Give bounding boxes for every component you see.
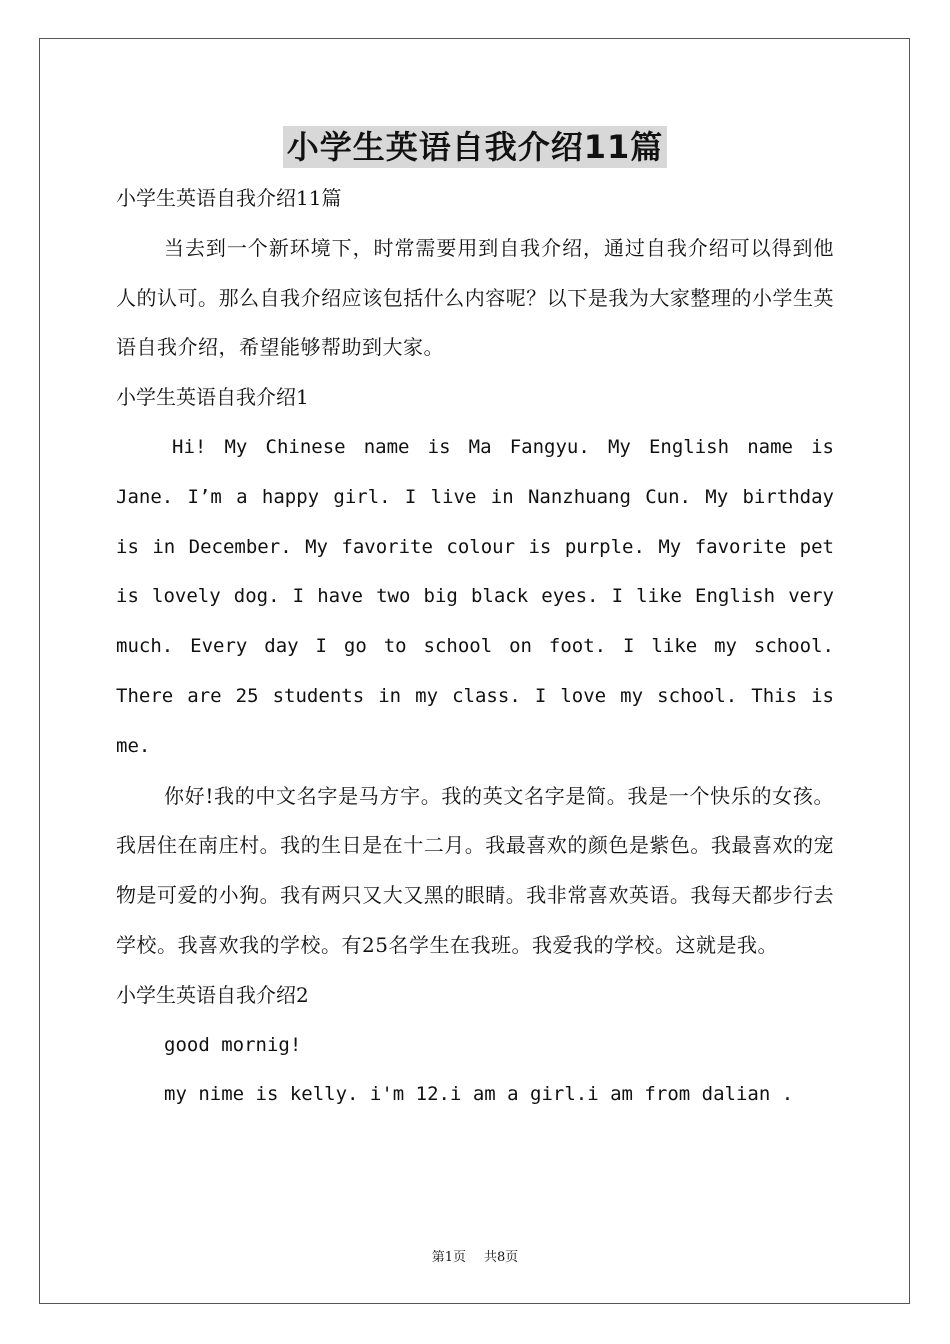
document-body bbox=[116, 174, 834, 1120]
section-1-heading: 小学生英语自我介绍1 bbox=[116, 385, 309, 410]
page-number: 第1页 bbox=[431, 1250, 466, 1265]
section-1-chinese-paragraph: 你好!我的中文名字是马方宇。我的英文名字是简。我是一个快乐的女孩。我居住在南庄村。我的生日是在十二月。我最喜欢的颜色是紫色。我最喜欢的宠物是可爱的小狗。我有两只又大又黑的眼睛。我非常喜欢英语。我每天都步行去学校。我喜欢我的学校。有25名学生在我班。我爱我的学校。这就是我。 bbox=[116, 783, 834, 957]
intro-paragraph: 当去到一个新环境下，时常需要用到自我介绍，通过自我介绍可以得到他人的认可。那么自我介绍应该包括什么内容呢？以下是我为大家整理的小学生英语自我介绍，希望能够帮助到大家。 bbox=[116, 235, 834, 360]
title-area bbox=[0, 126, 950, 168]
page-footer bbox=[0, 1246, 950, 1265]
section-1-english-paragraph: Hi! My Chinese name is Ma Fangyu. My English name is Jane. I’m a happy girl. I live in Nanzhuang Cun. My birthday is in December. My favorite colour is purple. My favorite pet is lovely dog. I have two big black eyes. I like English very much. Every day I go to school on foot. I like my school. There are 25 students in my class. I love my school. This is me. bbox=[116, 435, 834, 757]
section-2-heading: 小学生英语自我介绍2 bbox=[116, 982, 309, 1007]
section-2-line-1: good mornig! bbox=[164, 1033, 302, 1056]
document-title: 小学生英语自我介绍11篇 bbox=[283, 126, 668, 168]
section-2-line-2: my nime is kelly. i'm 12.i am a girl.i am from dalian . bbox=[164, 1083, 794, 1106]
document-subtitle: 小学生英语自我介绍11篇 bbox=[116, 186, 342, 210]
page-total: 共8页 bbox=[484, 1250, 519, 1265]
